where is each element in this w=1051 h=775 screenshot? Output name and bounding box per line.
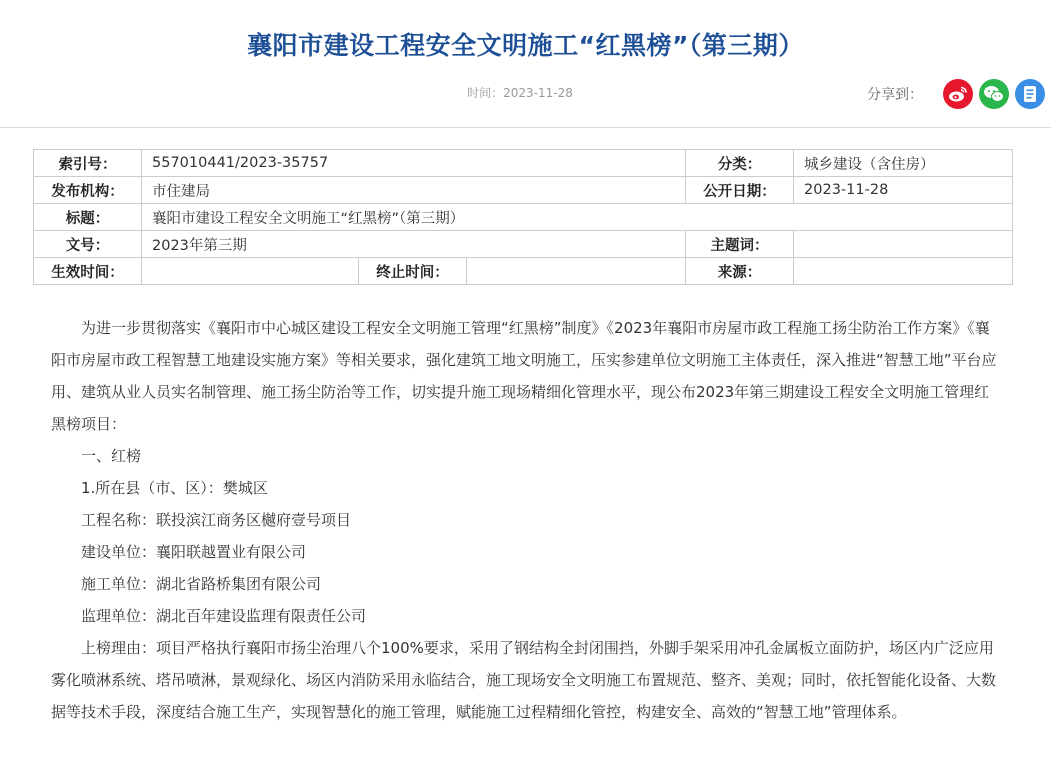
- body-paragraph: 为进一步贯彻落实《襄阳市中心城区建设工程安全文明施工管理“红黑榜”制度》《2023年襄阳市房屋市政工程施工扬尘防治工作方案》《襄阳市房屋市政工程智慧工地建设实施方案》等相关要求，强化建筑工地文明施工，压实参建单位文明施工主体责任，深入推进“智慧工地”平台应用、建筑从业人员实名制管理、施工扬尘防治等工作，切实提升施工现场精细化管理水平，现公布2023年第三期建设工程安全文明施工管理红黑榜项目：: [51, 319, 997, 433]
- info-row: [34, 258, 1013, 285]
- title-label: 标题：: [34, 204, 142, 231]
- wechat-share-button[interactable]: [979, 79, 1009, 109]
- subject-value: [794, 231, 1013, 258]
- page-title: 襄阳市建设工程安全文明施工“红黑榜”（第三期）: [247, 31, 804, 60]
- docno-label: 文号：: [34, 231, 142, 258]
- index-label: 索引号：: [34, 150, 142, 177]
- expiry-value: [467, 258, 686, 285]
- pubdate-label: 公开日期：: [686, 177, 794, 204]
- qzone-share-button[interactable]: [1015, 79, 1045, 109]
- effective-value: [142, 258, 359, 285]
- header-divider: [0, 127, 1051, 128]
- category-label: 分类：: [686, 150, 794, 177]
- source-label: 来源：: [686, 258, 794, 285]
- share-label: 分享到：: [867, 87, 923, 103]
- article-body: [51, 312, 1001, 728]
- info-row: [34, 177, 1013, 204]
- info-row: [34, 204, 1013, 231]
- source-value: [794, 258, 1013, 285]
- index-value: 557010441/2023-35757: [142, 150, 686, 177]
- info-table: [33, 149, 1013, 285]
- weibo-share-button[interactable]: [943, 79, 973, 109]
- body-paragraph: 监理单位：湖北百年建设监理有限责任公司: [81, 607, 367, 625]
- info-row: [34, 150, 1013, 177]
- publisher-value: 市住建局: [142, 177, 686, 204]
- body-paragraph: 施工单位：湖北省路桥集团有限公司: [81, 575, 322, 593]
- wechat-icon: [983, 85, 1005, 103]
- body-paragraph: 1.所在县（市、区）：樊城区: [81, 479, 268, 497]
- publisher-label: 发布机构：: [34, 177, 142, 204]
- body-paragraph: 工程名称：联投滨江商务区樾府壹号项目: [81, 511, 352, 529]
- docno-value: 2023年第三期: [142, 231, 686, 258]
- pubdate-value: 2023-11-28: [794, 177, 1013, 204]
- body-paragraph: 建设单位：襄阳联越置业有限公司: [81, 543, 307, 561]
- expiry-label: 终止时间：: [359, 258, 467, 285]
- effective-label: 生效时间：: [34, 258, 142, 285]
- share-bar: [867, 78, 1045, 110]
- category-value: 城乡建设（含住房）: [794, 150, 1013, 177]
- info-row: [34, 231, 1013, 258]
- body-paragraph: 上榜理由：项目严格执行襄阳市扬尘治理八个100%要求，采用了钢结构全封闭围挡，外脚手架采用冲孔金属板立面防护，场区内广泛应用雾化喷淋系统、塔吊喷淋，景观绿化、场区内消防采用永临结合，施工现场安全文明施工布置规范、整齐、美观；同时，依托智能化设备、大数据等技术手段，深度结合施工生产，实现智慧化的施工管理，赋能施工过程精细化管控，构建安全、高效的“智慧工地”管理体系。: [51, 639, 997, 721]
- qzone-icon: [1022, 85, 1038, 103]
- title-value: 襄阳市建设工程安全文明施工“红黑榜”（第三期）: [142, 204, 1013, 231]
- subject-label: 主题词：: [686, 231, 794, 258]
- weibo-icon: [948, 85, 968, 103]
- section-heading: 一、红榜: [81, 447, 142, 465]
- publish-date: 时间：2023-11-28: [467, 86, 573, 100]
